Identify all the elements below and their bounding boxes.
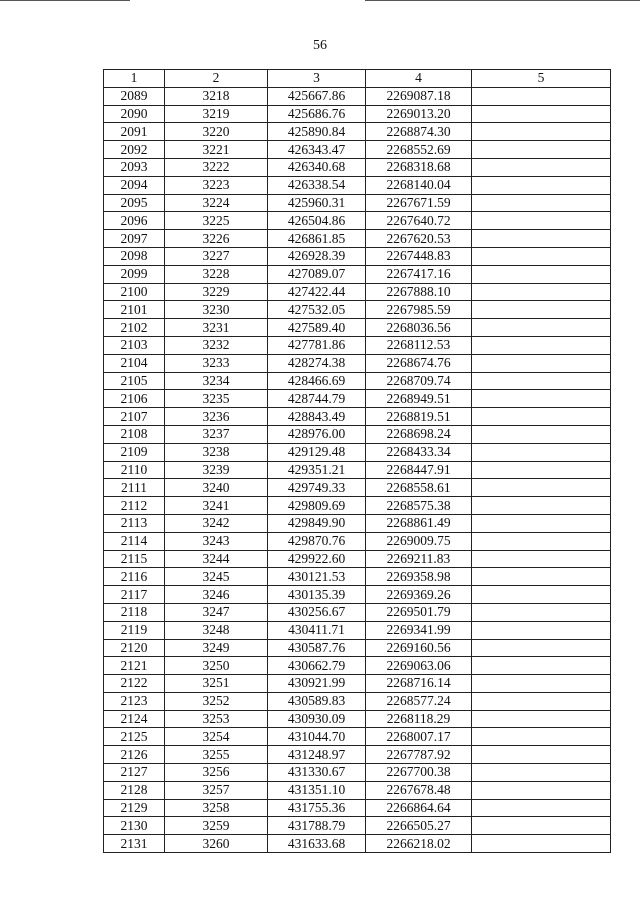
column-header-3: 3 <box>268 70 366 88</box>
row-number-cell: 2125 <box>104 728 165 746</box>
row-number-cell: 2112 <box>104 497 165 515</box>
table-row <box>104 372 611 390</box>
point-number-cell: 3218 <box>165 87 268 105</box>
row-number-cell: 2113 <box>104 514 165 532</box>
y-coordinate-cell: 2268716.14 <box>366 675 472 693</box>
column-header-1: 1 <box>104 70 165 88</box>
y-coordinate-cell: 2267620.53 <box>366 230 472 248</box>
x-coordinate-cell: 430411.71 <box>268 621 366 639</box>
point-number-cell: 3228 <box>165 265 268 283</box>
y-coordinate-cell: 2267700.38 <box>366 764 472 782</box>
point-number-cell: 3244 <box>165 550 268 568</box>
point-number-cell: 3240 <box>165 479 268 497</box>
column-header-2: 2 <box>165 70 268 88</box>
x-coordinate-cell: 425890.84 <box>268 123 366 141</box>
row-number-cell: 2115 <box>104 550 165 568</box>
table-row <box>104 835 611 853</box>
notes-cell <box>472 764 611 782</box>
x-coordinate-cell: 430589.83 <box>268 692 366 710</box>
point-number-cell: 3245 <box>165 568 268 586</box>
table-row <box>104 586 611 604</box>
notes-cell <box>472 621 611 639</box>
point-number-cell: 3234 <box>165 372 268 390</box>
y-coordinate-cell: 2268558.61 <box>366 479 472 497</box>
x-coordinate-cell: 427089.07 <box>268 265 366 283</box>
y-coordinate-cell: 2268112.53 <box>366 336 472 354</box>
row-number-cell: 2126 <box>104 746 165 764</box>
point-number-cell: 3231 <box>165 319 268 337</box>
row-number-cell: 2098 <box>104 247 165 265</box>
row-number-cell: 2091 <box>104 123 165 141</box>
notes-cell <box>472 158 611 176</box>
point-number-cell: 3260 <box>165 835 268 853</box>
row-number-cell: 2102 <box>104 319 165 337</box>
table-row <box>104 568 611 586</box>
table-row <box>104 603 611 621</box>
row-number-cell: 2120 <box>104 639 165 657</box>
x-coordinate-cell: 431788.79 <box>268 817 366 835</box>
notes-cell <box>472 123 611 141</box>
table-row <box>104 141 611 159</box>
y-coordinate-cell: 2269369.26 <box>366 586 472 604</box>
table-row <box>104 354 611 372</box>
table-row <box>104 247 611 265</box>
x-coordinate-cell: 429129.48 <box>268 443 366 461</box>
notes-cell <box>472 194 611 212</box>
notes-cell <box>472 675 611 693</box>
row-number-cell: 2096 <box>104 212 165 230</box>
table-row <box>104 194 611 212</box>
table-row <box>104 176 611 194</box>
y-coordinate-cell: 2269211.83 <box>366 550 472 568</box>
x-coordinate-cell: 425686.76 <box>268 105 366 123</box>
y-coordinate-cell: 2269013.20 <box>366 105 472 123</box>
row-number-cell: 2111 <box>104 479 165 497</box>
y-coordinate-cell: 2268577.24 <box>366 692 472 710</box>
table-row <box>104 764 611 782</box>
notes-cell <box>472 354 611 372</box>
x-coordinate-cell: 430930.09 <box>268 710 366 728</box>
x-coordinate-cell: 426340.68 <box>268 158 366 176</box>
x-coordinate-cell: 429870.76 <box>268 532 366 550</box>
notes-cell <box>472 443 611 461</box>
table-row <box>104 443 611 461</box>
point-number-cell: 3235 <box>165 390 268 408</box>
row-number-cell: 2109 <box>104 443 165 461</box>
y-coordinate-cell: 2267448.83 <box>366 247 472 265</box>
point-number-cell: 3223 <box>165 176 268 194</box>
point-number-cell: 3251 <box>165 675 268 693</box>
x-coordinate-cell: 426343.47 <box>268 141 366 159</box>
x-coordinate-cell: 426928.39 <box>268 247 366 265</box>
table-row <box>104 425 611 443</box>
table-row <box>104 87 611 105</box>
row-number-cell: 2110 <box>104 461 165 479</box>
table-row <box>104 319 611 337</box>
row-number-cell: 2108 <box>104 425 165 443</box>
y-coordinate-cell: 2267985.59 <box>366 301 472 319</box>
y-coordinate-cell: 2268140.04 <box>366 176 472 194</box>
table-row <box>104 639 611 657</box>
point-number-cell: 3247 <box>165 603 268 621</box>
notes-cell <box>472 479 611 497</box>
notes-cell <box>472 817 611 835</box>
x-coordinate-cell: 426338.54 <box>268 176 366 194</box>
top-edge-rule-right <box>365 0 640 1</box>
point-number-cell: 3226 <box>165 230 268 248</box>
y-coordinate-cell: 2268874.30 <box>366 123 472 141</box>
table-row <box>104 532 611 550</box>
column-header-4: 4 <box>366 70 472 88</box>
y-coordinate-cell: 2268949.51 <box>366 390 472 408</box>
table-row <box>104 728 611 746</box>
x-coordinate-cell: 427422.44 <box>268 283 366 301</box>
notes-cell <box>472 835 611 853</box>
table-row <box>104 746 611 764</box>
point-number-cell: 3241 <box>165 497 268 515</box>
x-coordinate-cell: 430662.79 <box>268 657 366 675</box>
table-row <box>104 265 611 283</box>
point-number-cell: 3229 <box>165 283 268 301</box>
y-coordinate-cell: 2268698.24 <box>366 425 472 443</box>
table-row <box>104 710 611 728</box>
notes-cell <box>472 176 611 194</box>
point-number-cell: 3257 <box>165 781 268 799</box>
row-number-cell: 2100 <box>104 283 165 301</box>
y-coordinate-cell: 2268709.74 <box>366 372 472 390</box>
notes-cell <box>472 710 611 728</box>
row-number-cell: 2106 <box>104 390 165 408</box>
y-coordinate-cell: 2268007.17 <box>366 728 472 746</box>
y-coordinate-cell: 2269501.79 <box>366 603 472 621</box>
point-number-cell: 3233 <box>165 354 268 372</box>
notes-cell <box>472 87 611 105</box>
notes-cell <box>472 692 611 710</box>
coordinates-table <box>103 69 611 853</box>
point-number-cell: 3230 <box>165 301 268 319</box>
notes-cell <box>472 336 611 354</box>
table-row <box>104 105 611 123</box>
point-number-cell: 3255 <box>165 746 268 764</box>
notes-cell <box>472 532 611 550</box>
point-number-cell: 3246 <box>165 586 268 604</box>
point-number-cell: 3256 <box>165 764 268 782</box>
table-body <box>104 87 611 852</box>
table-row <box>104 283 611 301</box>
x-coordinate-cell: 429351.21 <box>268 461 366 479</box>
notes-cell <box>472 799 611 817</box>
table-row <box>104 675 611 693</box>
table-row <box>104 158 611 176</box>
row-number-cell: 2099 <box>104 265 165 283</box>
notes-cell <box>472 372 611 390</box>
table-row <box>104 212 611 230</box>
row-number-cell: 2129 <box>104 799 165 817</box>
x-coordinate-cell: 428744.79 <box>268 390 366 408</box>
table-row <box>104 497 611 515</box>
row-number-cell: 2090 <box>104 105 165 123</box>
notes-cell <box>472 586 611 604</box>
table-row <box>104 408 611 426</box>
point-number-cell: 3243 <box>165 532 268 550</box>
x-coordinate-cell: 431351.10 <box>268 781 366 799</box>
table-row <box>104 621 611 639</box>
notes-cell <box>472 497 611 515</box>
x-coordinate-cell: 431044.70 <box>268 728 366 746</box>
x-coordinate-cell: 427589.40 <box>268 319 366 337</box>
x-coordinate-cell: 428976.00 <box>268 425 366 443</box>
row-number-cell: 2089 <box>104 87 165 105</box>
y-coordinate-cell: 2269160.56 <box>366 639 472 657</box>
notes-cell <box>472 728 611 746</box>
x-coordinate-cell: 429749.33 <box>268 479 366 497</box>
y-coordinate-cell: 2267640.72 <box>366 212 472 230</box>
point-number-cell: 3253 <box>165 710 268 728</box>
table-row <box>104 781 611 799</box>
notes-cell <box>472 781 611 799</box>
notes-cell <box>472 212 611 230</box>
y-coordinate-cell: 2267671.59 <box>366 194 472 212</box>
x-coordinate-cell: 429849.90 <box>268 514 366 532</box>
y-coordinate-cell: 2268433.34 <box>366 443 472 461</box>
table-row <box>104 550 611 568</box>
row-number-cell: 2123 <box>104 692 165 710</box>
notes-cell <box>472 283 611 301</box>
row-number-cell: 2119 <box>104 621 165 639</box>
row-number-cell: 2093 <box>104 158 165 176</box>
page-number: 56 <box>313 38 327 53</box>
notes-cell <box>472 301 611 319</box>
table-row <box>104 390 611 408</box>
x-coordinate-cell: 426504.86 <box>268 212 366 230</box>
point-number-cell: 3225 <box>165 212 268 230</box>
row-number-cell: 2124 <box>104 710 165 728</box>
point-number-cell: 3238 <box>165 443 268 461</box>
notes-cell <box>472 461 611 479</box>
table-row <box>104 692 611 710</box>
point-number-cell: 3242 <box>165 514 268 532</box>
row-number-cell: 2103 <box>104 336 165 354</box>
notes-cell <box>472 105 611 123</box>
x-coordinate-cell: 425667.86 <box>268 87 366 105</box>
notes-cell <box>472 408 611 426</box>
row-number-cell: 2116 <box>104 568 165 586</box>
table-row <box>104 799 611 817</box>
y-coordinate-cell: 2269009.75 <box>366 532 472 550</box>
y-coordinate-cell: 2268819.51 <box>366 408 472 426</box>
row-number-cell: 2092 <box>104 141 165 159</box>
x-coordinate-cell: 428466.69 <box>268 372 366 390</box>
point-number-cell: 3259 <box>165 817 268 835</box>
table-row <box>104 230 611 248</box>
notes-cell <box>472 141 611 159</box>
notes-cell <box>472 550 611 568</box>
y-coordinate-cell: 2268118.29 <box>366 710 472 728</box>
point-number-cell: 3252 <box>165 692 268 710</box>
point-number-cell: 3221 <box>165 141 268 159</box>
row-number-cell: 2097 <box>104 230 165 248</box>
notes-cell <box>472 247 611 265</box>
x-coordinate-cell: 429922.60 <box>268 550 366 568</box>
y-coordinate-cell: 2268861.49 <box>366 514 472 532</box>
table-row <box>104 479 611 497</box>
x-coordinate-cell: 430587.76 <box>268 639 366 657</box>
x-coordinate-cell: 427532.05 <box>268 301 366 319</box>
x-coordinate-cell: 431633.68 <box>268 835 366 853</box>
notes-cell <box>472 746 611 764</box>
row-number-cell: 2131 <box>104 835 165 853</box>
row-number-cell: 2128 <box>104 781 165 799</box>
x-coordinate-cell: 427781.86 <box>268 336 366 354</box>
row-number-cell: 2118 <box>104 603 165 621</box>
table-row <box>104 461 611 479</box>
x-coordinate-cell: 431755.36 <box>268 799 366 817</box>
row-number-cell: 2114 <box>104 532 165 550</box>
point-number-cell: 3250 <box>165 657 268 675</box>
y-coordinate-cell: 2266505.27 <box>366 817 472 835</box>
y-coordinate-cell: 2268552.69 <box>366 141 472 159</box>
table-row <box>104 123 611 141</box>
notes-cell <box>472 425 611 443</box>
x-coordinate-cell: 430256.67 <box>268 603 366 621</box>
notes-cell <box>472 319 611 337</box>
row-number-cell: 2095 <box>104 194 165 212</box>
y-coordinate-cell: 2266218.02 <box>366 835 472 853</box>
y-coordinate-cell: 2267888.10 <box>366 283 472 301</box>
x-coordinate-cell: 431248.97 <box>268 746 366 764</box>
y-coordinate-cell: 2267787.92 <box>366 746 472 764</box>
point-number-cell: 3219 <box>165 105 268 123</box>
y-coordinate-cell: 2268674.76 <box>366 354 472 372</box>
y-coordinate-cell: 2267678.48 <box>366 781 472 799</box>
row-number-cell: 2094 <box>104 176 165 194</box>
point-number-cell: 3227 <box>165 247 268 265</box>
notes-cell <box>472 390 611 408</box>
y-coordinate-cell: 2269341.99 <box>366 621 472 639</box>
y-coordinate-cell: 2268036.56 <box>366 319 472 337</box>
row-number-cell: 2127 <box>104 764 165 782</box>
point-number-cell: 3254 <box>165 728 268 746</box>
table-row <box>104 657 611 675</box>
x-coordinate-cell: 430135.39 <box>268 586 366 604</box>
row-number-cell: 2104 <box>104 354 165 372</box>
x-coordinate-cell: 426861.85 <box>268 230 366 248</box>
row-number-cell: 2121 <box>104 657 165 675</box>
table-row <box>104 817 611 835</box>
notes-cell <box>472 639 611 657</box>
y-coordinate-cell: 2266864.64 <box>366 799 472 817</box>
top-edge-rule-left <box>0 0 130 1</box>
notes-cell <box>472 657 611 675</box>
point-number-cell: 3237 <box>165 425 268 443</box>
point-number-cell: 3222 <box>165 158 268 176</box>
notes-cell <box>472 230 611 248</box>
notes-cell <box>472 568 611 586</box>
y-coordinate-cell: 2267417.16 <box>366 265 472 283</box>
point-number-cell: 3248 <box>165 621 268 639</box>
x-coordinate-cell: 425960.31 <box>268 194 366 212</box>
y-coordinate-cell: 2268318.68 <box>366 158 472 176</box>
table-header <box>104 70 611 88</box>
table-row <box>104 336 611 354</box>
table-row <box>104 514 611 532</box>
x-coordinate-cell: 428274.38 <box>268 354 366 372</box>
x-coordinate-cell: 431330.67 <box>268 764 366 782</box>
y-coordinate-cell: 2269063.06 <box>366 657 472 675</box>
x-coordinate-cell: 430121.53 <box>268 568 366 586</box>
row-number-cell: 2105 <box>104 372 165 390</box>
x-coordinate-cell: 428843.49 <box>268 408 366 426</box>
y-coordinate-cell: 2269358.98 <box>366 568 472 586</box>
point-number-cell: 3249 <box>165 639 268 657</box>
column-header-5: 5 <box>472 70 611 88</box>
point-number-cell: 3236 <box>165 408 268 426</box>
notes-cell <box>472 514 611 532</box>
point-number-cell: 3258 <box>165 799 268 817</box>
row-number-cell: 2107 <box>104 408 165 426</box>
y-coordinate-cell: 2268447.91 <box>366 461 472 479</box>
point-number-cell: 3220 <box>165 123 268 141</box>
table-header-row <box>104 70 611 88</box>
row-number-cell: 2101 <box>104 301 165 319</box>
table-row <box>104 301 611 319</box>
x-coordinate-cell: 430921.99 <box>268 675 366 693</box>
row-number-cell: 2130 <box>104 817 165 835</box>
y-coordinate-cell: 2269087.18 <box>366 87 472 105</box>
y-coordinate-cell: 2268575.38 <box>366 497 472 515</box>
x-coordinate-cell: 429809.69 <box>268 497 366 515</box>
point-number-cell: 3224 <box>165 194 268 212</box>
row-number-cell: 2117 <box>104 586 165 604</box>
row-number-cell: 2122 <box>104 675 165 693</box>
point-number-cell: 3232 <box>165 336 268 354</box>
notes-cell <box>472 265 611 283</box>
notes-cell <box>472 603 611 621</box>
point-number-cell: 3239 <box>165 461 268 479</box>
